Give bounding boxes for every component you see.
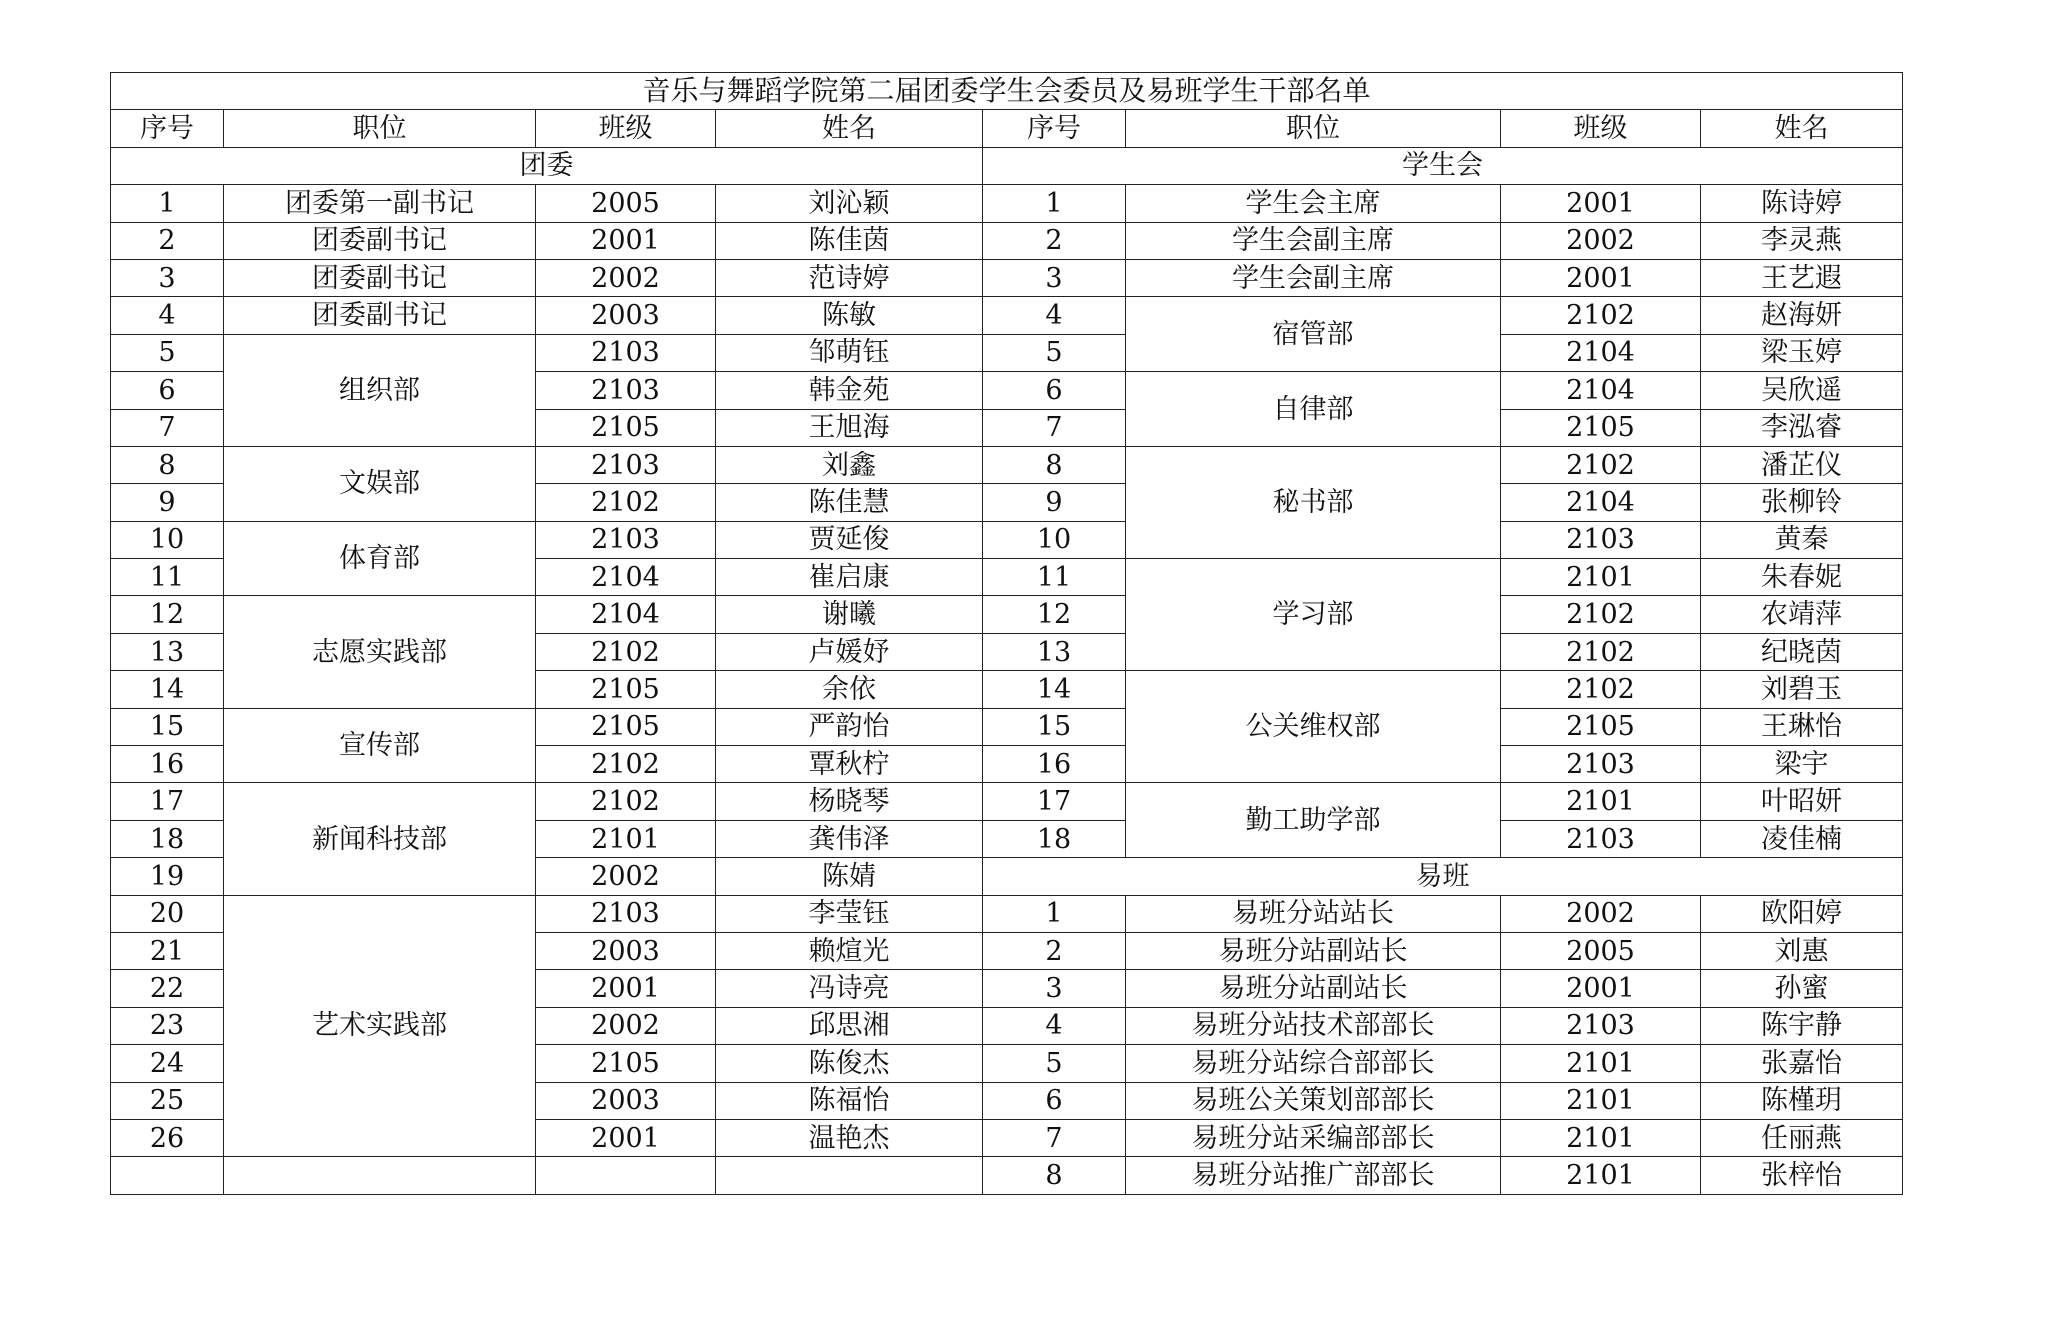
left-no-cell: 16 [111,746,224,783]
yiban-position-cell: 易班分站站长 [1126,895,1501,932]
header-class-left: 班级 [536,110,716,147]
left-class-cell: 2003 [536,1082,716,1119]
left-no-cell: 8 [111,446,224,483]
right-name-cell: 梁宇 [1701,746,1903,783]
section-title-tuanwei: 团委 [111,147,983,184]
left-name-cell: 赖煊光 [716,932,983,969]
right-name-cell: 陈诗婷 [1701,185,1903,222]
right-class-cell: 2001 [1501,259,1701,296]
right-no-cell: 2 [983,222,1126,259]
right-class-cell: 2102 [1501,297,1701,334]
table-row [111,521,1903,558]
left-name-cell: 刘沁颖 [716,185,983,222]
right-name-cell: 朱春妮 [1701,559,1903,596]
left-name-cell [716,1157,983,1194]
left-no-cell: 14 [111,671,224,708]
yiban-name-cell: 张梓怡 [1701,1157,1903,1194]
yiban-name-cell: 陈槿玥 [1701,1082,1903,1119]
left-class-cell: 2001 [536,222,716,259]
right-class-cell: 2103 [1501,746,1701,783]
table-title: 音乐与舞蹈学院第二届团委学生会委员及易班学生干部名单 [111,73,1903,110]
left-name-cell: 韩金苑 [716,372,983,409]
left-name-cell: 陈婧 [716,858,983,895]
right-no-cell: 12 [983,596,1126,633]
yiban-name-cell: 任丽燕 [1701,1119,1903,1156]
left-no-cell: 13 [111,633,224,670]
yiban-class-cell: 2101 [1501,1119,1701,1156]
title-row [111,73,1903,110]
left-position-cell: 团委副书记 [224,222,536,259]
yiban-no-cell: 5 [983,1045,1126,1082]
right-no-cell: 1 [983,185,1126,222]
yiban-position-cell: 易班分站推广部部长 [1126,1157,1501,1194]
left-class-cell: 2105 [536,671,716,708]
right-name-cell: 纪晓茵 [1701,633,1903,670]
yiban-position-cell: 易班公关策划部部长 [1126,1082,1501,1119]
left-name-cell: 陈佳茵 [716,222,983,259]
table-row [111,334,1903,371]
right-no-cell: 8 [983,446,1126,483]
left-class-cell: 2105 [536,708,716,745]
header-no-right: 序号 [983,110,1126,147]
yiban-position-cell: 易班分站综合部部长 [1126,1045,1501,1082]
table-row [111,708,1903,745]
left-no-cell: 24 [111,1045,224,1082]
right-no-cell: 9 [983,484,1126,521]
right-name-cell: 王琳怡 [1701,708,1903,745]
left-name-cell: 范诗婷 [716,259,983,296]
left-name-cell: 陈福怡 [716,1082,983,1119]
right-class-cell: 2104 [1501,334,1701,371]
yiban-no-cell: 3 [983,970,1126,1007]
left-position-cell [224,1157,536,1194]
left-no-cell: 20 [111,895,224,932]
header-no-left: 序号 [111,110,224,147]
right-class-cell: 2102 [1501,596,1701,633]
left-class-cell: 2103 [536,372,716,409]
right-name-cell: 李泓睿 [1701,409,1903,446]
left-name-cell: 龚伟泽 [716,820,983,857]
yiban-name-cell: 欧阳婷 [1701,895,1903,932]
left-no-cell: 19 [111,858,224,895]
section-title-xueshenghui: 学生会 [983,147,1903,184]
left-class-cell: 2005 [536,185,716,222]
table-row [111,185,1903,222]
left-name-cell: 杨晓琴 [716,783,983,820]
left-no-cell: 10 [111,521,224,558]
right-no-cell: 18 [983,820,1126,857]
right-name-cell: 农靖萍 [1701,596,1903,633]
right-position-cell: 宿管部 [1126,297,1501,372]
yiban-no-cell: 2 [983,932,1126,969]
right-class-cell: 2102 [1501,446,1701,483]
right-no-cell: 10 [983,521,1126,558]
table-row [111,259,1903,296]
left-class-cell: 2001 [536,1119,716,1156]
header-position-right: 职位 [1126,110,1501,147]
left-class-cell: 2103 [536,446,716,483]
left-position-cell: 志愿实践部 [224,596,536,708]
right-class-cell: 2104 [1501,372,1701,409]
right-no-cell: 15 [983,708,1126,745]
yiban-class-cell: 2002 [1501,895,1701,932]
right-position-cell: 秘书部 [1126,446,1501,558]
left-name-cell: 邹萌钰 [716,334,983,371]
yiban-no-cell: 6 [983,1082,1126,1119]
left-no-cell: 26 [111,1119,224,1156]
left-no-cell: 25 [111,1082,224,1119]
right-no-cell: 17 [983,783,1126,820]
left-no-cell: 22 [111,970,224,1007]
right-class-cell: 2101 [1501,559,1701,596]
right-class-cell: 2103 [1501,820,1701,857]
table-row [111,1157,1903,1194]
left-class-cell: 2102 [536,484,716,521]
left-name-cell: 陈俊杰 [716,1045,983,1082]
left-class-cell: 2103 [536,521,716,558]
yiban-class-cell: 2101 [1501,1045,1701,1082]
yiban-position-cell: 易班分站采编部部长 [1126,1119,1501,1156]
table-row [111,596,1903,633]
right-name-cell: 李灵燕 [1701,222,1903,259]
left-no-cell: 3 [111,259,224,296]
left-no-cell: 21 [111,932,224,969]
right-position-cell: 学生会副主席 [1126,222,1501,259]
left-no-cell: 6 [111,372,224,409]
left-class-cell: 2003 [536,932,716,969]
left-no-cell: 2 [111,222,224,259]
right-class-cell: 2102 [1501,633,1701,670]
yiban-class-cell: 2001 [1501,970,1701,1007]
left-class-cell: 2103 [536,334,716,371]
left-no-cell: 12 [111,596,224,633]
yiban-name-cell: 张嘉怡 [1701,1045,1903,1082]
left-name-cell: 冯诗亮 [716,970,983,1007]
right-class-cell: 2105 [1501,708,1701,745]
right-no-cell: 14 [983,671,1126,708]
left-position-cell: 体育部 [224,521,536,596]
right-no-cell: 3 [983,259,1126,296]
right-class-cell: 2105 [1501,409,1701,446]
right-class-cell: 2104 [1501,484,1701,521]
right-name-cell: 王艺遐 [1701,259,1903,296]
right-class-cell: 2101 [1501,783,1701,820]
yiban-class-cell: 2103 [1501,1007,1701,1044]
yiban-class-cell: 2101 [1501,1157,1701,1194]
right-no-cell: 13 [983,633,1126,670]
left-name-cell: 刘鑫 [716,446,983,483]
left-name-cell: 陈敏 [716,297,983,334]
left-name-cell: 卢媛妤 [716,633,983,670]
table-row [111,446,1903,483]
left-name-cell: 陈佳慧 [716,484,983,521]
left-no-cell: 4 [111,297,224,334]
right-name-cell: 潘芷仪 [1701,446,1903,483]
yiban-no-cell: 4 [983,1007,1126,1044]
yiban-no-cell: 8 [983,1157,1126,1194]
left-no-cell: 15 [111,708,224,745]
yiban-position-cell: 易班分站副站长 [1126,932,1501,969]
yiban-class-cell: 2005 [1501,932,1701,969]
right-no-cell: 11 [983,559,1126,596]
left-name-cell: 覃秋柠 [716,746,983,783]
right-class-cell: 2103 [1501,521,1701,558]
yiban-no-cell: 1 [983,895,1126,932]
left-position-cell: 艺术实践部 [224,895,536,1157]
right-name-cell: 赵海妍 [1701,297,1903,334]
left-position-cell: 团委副书记 [224,297,536,334]
table-row [111,895,1903,932]
right-class-cell: 2001 [1501,185,1701,222]
right-position-cell: 公关维权部 [1126,671,1501,783]
roster-table [110,72,1903,1195]
left-class-cell: 2002 [536,858,716,895]
left-class-cell: 2001 [536,970,716,1007]
yiban-name-cell: 刘惠 [1701,932,1903,969]
left-no-cell: 18 [111,820,224,857]
left-class-cell: 2002 [536,1007,716,1044]
right-position-cell: 自律部 [1126,372,1501,447]
left-no-cell: 5 [111,334,224,371]
header-name-right: 姓名 [1701,110,1903,147]
right-name-cell: 叶昭妍 [1701,783,1903,820]
right-name-cell: 吴欣遥 [1701,372,1903,409]
right-class-cell: 2002 [1501,222,1701,259]
left-no-cell: 7 [111,409,224,446]
right-class-cell: 2102 [1501,671,1701,708]
left-class-cell: 2102 [536,746,716,783]
left-class-cell: 2102 [536,633,716,670]
left-class-cell: 2102 [536,783,716,820]
right-no-cell: 7 [983,409,1126,446]
right-no-cell: 6 [983,372,1126,409]
left-no-cell: 11 [111,559,224,596]
right-position-cell: 勤工助学部 [1126,783,1501,858]
left-no-cell: 9 [111,484,224,521]
left-position-cell: 新闻科技部 [224,783,536,895]
yiban-name-cell: 孙蜜 [1701,970,1903,1007]
left-no-cell: 1 [111,185,224,222]
header-class-right: 班级 [1501,110,1701,147]
table-row [111,222,1903,259]
left-no-cell: 23 [111,1007,224,1044]
left-class-cell: 2003 [536,297,716,334]
left-name-cell: 谢曦 [716,596,983,633]
left-class-cell: 2104 [536,559,716,596]
left-name-cell: 崔启康 [716,559,983,596]
yiban-class-cell: 2101 [1501,1082,1701,1119]
left-no-cell [111,1157,224,1194]
right-position-cell: 学习部 [1126,559,1501,671]
left-class-cell: 2002 [536,259,716,296]
right-name-cell: 凌佳楠 [1701,820,1903,857]
yiban-position-cell: 易班分站副站长 [1126,970,1501,1007]
right-position-cell: 学生会副主席 [1126,259,1501,296]
right-name-cell: 张柳铃 [1701,484,1903,521]
table-row [111,783,1903,820]
left-class-cell [536,1157,716,1194]
left-no-cell: 17 [111,783,224,820]
right-no-cell: 5 [983,334,1126,371]
left-name-cell: 温艳杰 [716,1119,983,1156]
section-row [111,147,1903,184]
left-class-cell: 2105 [536,409,716,446]
left-position-cell: 团委第一副书记 [224,185,536,222]
left-name-cell: 邱思湘 [716,1007,983,1044]
right-name-cell: 刘碧玉 [1701,671,1903,708]
yiban-name-cell: 陈宇静 [1701,1007,1903,1044]
right-no-cell: 16 [983,746,1126,783]
right-no-cell: 4 [983,297,1126,334]
left-class-cell: 2101 [536,820,716,857]
left-class-cell: 2104 [536,596,716,633]
left-position-cell: 宣传部 [224,708,536,783]
left-position-cell: 文娱部 [224,446,536,521]
right-position-cell: 学生会主席 [1126,185,1501,222]
left-class-cell: 2103 [536,895,716,932]
left-name-cell: 严韵怡 [716,708,983,745]
left-class-cell: 2105 [536,1045,716,1082]
left-name-cell: 李莹钰 [716,895,983,932]
yiban-position-cell: 易班分站技术部部长 [1126,1007,1501,1044]
left-name-cell: 贾延俊 [716,521,983,558]
header-name-left: 姓名 [716,110,983,147]
right-name-cell: 黄秦 [1701,521,1903,558]
header-position-left: 职位 [224,110,536,147]
left-name-cell: 王旭海 [716,409,983,446]
left-position-cell: 组织部 [224,334,536,446]
yiban-no-cell: 7 [983,1119,1126,1156]
left-position-cell: 团委副书记 [224,259,536,296]
section-title-yiban: 易班 [983,858,1903,895]
right-name-cell: 梁玉婷 [1701,334,1903,371]
left-name-cell: 余依 [716,671,983,708]
table-row [111,297,1903,334]
header-row [111,110,1903,147]
